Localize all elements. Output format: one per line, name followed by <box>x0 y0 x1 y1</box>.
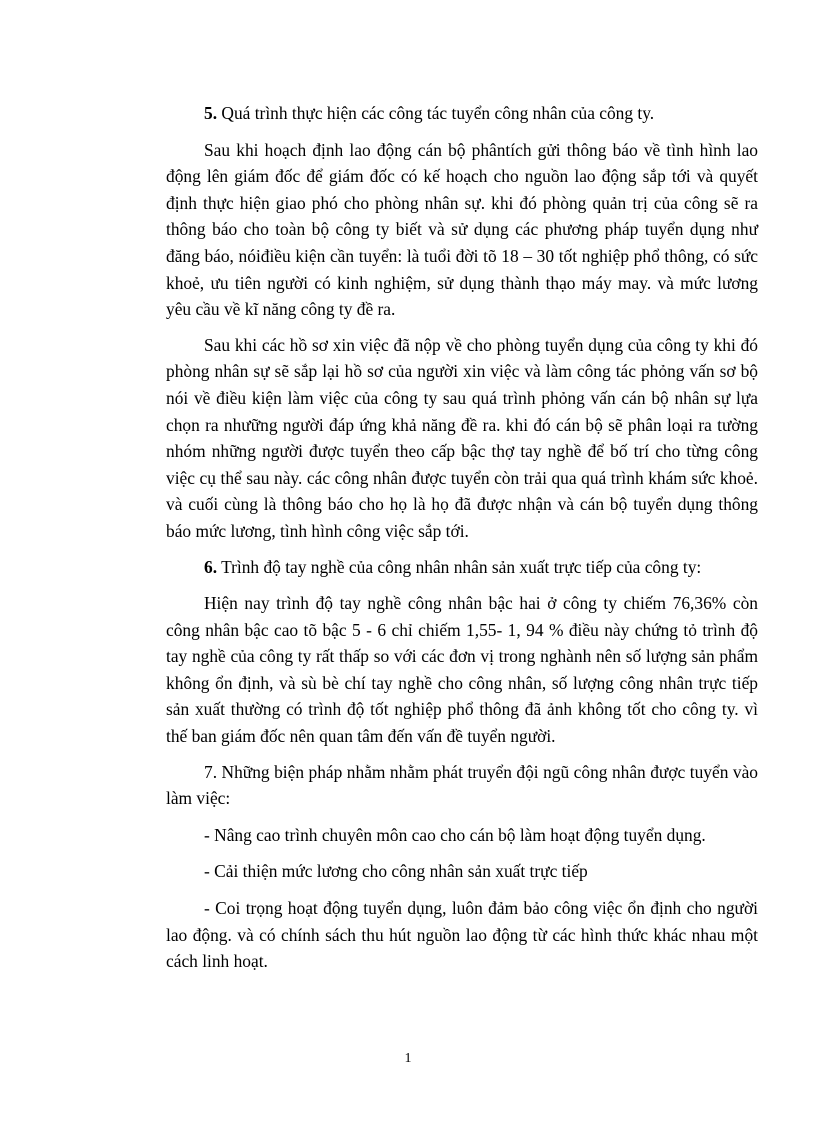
section-5-heading <box>166 100 758 127</box>
page-number: 1 <box>404 1051 412 1066</box>
paragraph-skill-level: Hiện nay trình độ tay nghề công nhân bậc hai ở công ty chiếm 76,36% còn công nhân bậc cao tõ bậc 5 - 6 chỉ chiếm 1,55- 1, 94 % điều này chứng tỏ trình độ tay nghề của công ty rất thấp so với các đơn vị trong nghành nên số lượng sản phẩm không ổn định, và sù bè chí tay nghề cho công nhân, số lượng công nhân trực tiếp sản xuất thường có trình độ tốt nghiệp phổ thông đã ảnh không tốt cho công ty. vì thế ban giám đốc nên quan tâm đến vấn đề tuyển người. <box>166 593 758 747</box>
section-6-heading <box>166 554 758 581</box>
section-7-heading: 7. Những biện pháp nhằm nhằm phát truyển đội ngũ công nhân được tuyển vào làm việc: <box>166 761 758 809</box>
section-6-number: 6. <box>204 556 218 577</box>
section-6-title: Trình độ tay nghề của công nhân nhân sản xuất trực tiếp của công ty: <box>217 556 702 577</box>
bullet-item-1: - Nâng cao trình chuyên môn cao cho cán bộ làm hoạt động tuyển dụng. <box>204 824 706 845</box>
bullet-item-2: - Cải thiện mức lương cho công nhân sản xuất trực tiếp <box>204 861 588 882</box>
section-5-title: Quá trình thực hiện các công tác tuyển công nhân của công ty. <box>217 103 655 123</box>
document-body <box>166 100 758 985</box>
paragraph-hiring-planning: Sau khi hoạch định lao động cán bộ phântích gửi thông báo về tình hình lao động lên giám đốc để giám đốc có kế hoạch cho nguồn lao động sắp tới và quyết định thực hiện giao phó cho phòng nhân sự. khi đó phòng quản trị của công sẽ ra thông báo cho toàn bộ công ty biết và sử dụng các phương pháp tuyển dụng như đăng báo, nóiđiều kiện cần tuyển: là tuổi đời tõ 18 – 30 tốt nghiệp phổ thông, có sức khoẻ, ưu tiên người có kinh nghiệm, sử dụng thành thạo máy may. và mức lương yêu cầu về kĩ năng công ty đề ra. <box>166 139 758 320</box>
bullet-item-3: - Coi trọng hoạt động tuyển dụng, luôn đảm bảo công việc ổn định cho người lao động. và có chính sách thu hút nguồn lao động từ các hình thức khác nhau một cách linh hoạt. <box>166 898 758 972</box>
section-5-number: 5. <box>204 103 218 123</box>
paragraph-hiring-process: Sau khi các hồ sơ xin việc đã nộp về cho phòng tuyển dụng của công ty khi đó phòng nhân sự sẽ sắp lại hồ sơ của người xin việc và làm công tác phỏng vấn sơ bộ nói về điều kiện làm việc của công ty sau quá trình phỏng vấn cán bộ nhân sự lựa chọn ra nhưững người đáp ứng khả năng đề ra. khi đó cán bộ sẽ phân loại ra tường nhóm những người được tuyển theo cấp bậc thợ tay nghề để bố trí cho từng công việc cụ thể sau này. các công nhân được tuyển còn trải qua quá trình khám sức khoẻ. và cuối cùng là thông báo cho họ là họ đã được nhận và cán bộ tuyển dụng thông báo mức lương, tình hình công việc sắp tới. <box>166 334 758 541</box>
